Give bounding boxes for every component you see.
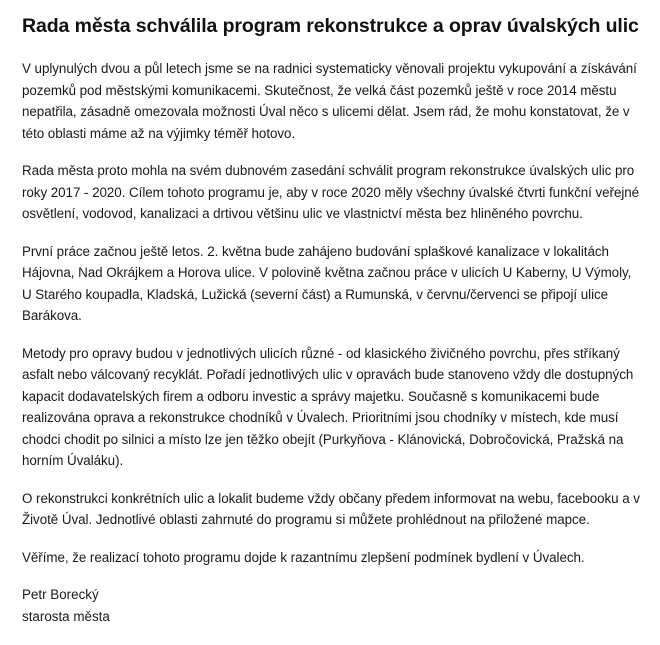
article-title: Rada města schválila program rekonstrukce a oprav úvalských ulic (22, 15, 639, 37)
signature (22, 584, 642, 627)
article-paragraph: Věříme, že realizací tohoto programu dojde k razantnímu zlepšení podmínek bydlení v Úvalech. (22, 549, 585, 565)
article-paragraph: V uplynulých dvou a půl letech jsme se na radnici systematicky věnovali projektu vykupování a získávání pozemků pod městskými komunikacemi. Skutečnost, že velká část pozemků ještě v roce 2014 městu nepatřila, zásadně omezovala možnosti Úval něco s ulicemi dělat. Jsem rád, že mohu konstatovat, že v této oblasti máme až na výjimky téměř hotovo. (22, 61, 637, 141)
article-paragraph: O rekonstrukci konkrétních ulic a lokalit budeme vždy občany předem informovat na webu, facebooku a v Životě Úval. Jednotlivé oblasti zahrnuté do programu si můžete prohlédnout na přiložené mapce. (22, 490, 640, 527)
article-paragraph: Metody pro opravy budou v jednotlivých ulicích různé - od klasického živičného povrchu, přes stříkaný asfalt nebo válcovaný recyklát. Pořadí jednotlivých ulic v opravách bude stanoveno vždy dle dostupných kapacit dodavatelských firem a odboru investic a správy majetku. Současně s komunikacemi bude realizována oprava a rekonstrukce chodníků v Úvalech. Prioritními jsou chodníky v místech, kde musí chodci chodit po silnici a místo lze jen těžko obejít (Purkyňova - Klánovická, Dobročovická, Pražská na horním Úvaláku). (22, 345, 634, 468)
article-paragraph: První práce začnou ještě letos. 2. května bude zahájeno budování splaškové kanalizace v lokalitách Hájovna, Nad Okrájkem a Horova ulice. V polovině května začnou práce v ulicích U Kaberny, U Výmoly, U Starého koupadla, Kladská, Lužická (severní část) a Rumunská, v červnu/červenci se připojí ulice Barákova. (22, 243, 632, 323)
article-paragraph: Rada města proto mohla na svém dubnovém zasedání schválit program rekonstrukce úvalských ulic pro roky 2017 - 2020. Cílem tohoto programu je, aby v roce 2020 měly všechny úvalské čtvrti funkční veřejné osvětlení, vodovod, kanalizaci a drtivou většinu ulic ve vlastnictví města bez hliněného povrchu. (22, 163, 640, 221)
signature-role: starosta města (22, 608, 110, 624)
signature-name: Petr Borecký (22, 587, 99, 602)
article (22, 14, 642, 627)
